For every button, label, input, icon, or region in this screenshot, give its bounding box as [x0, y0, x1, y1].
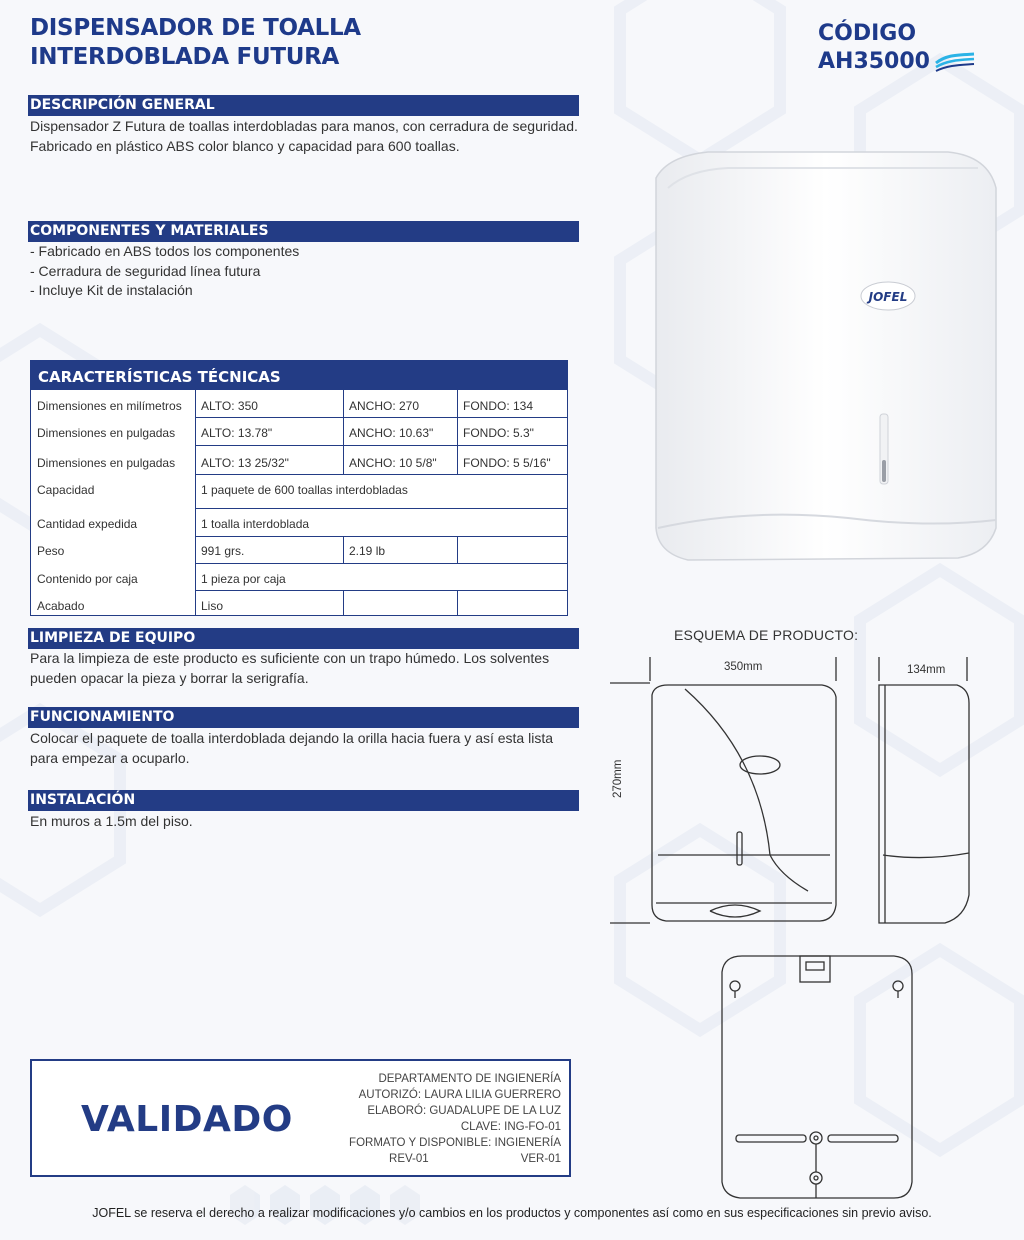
footer-disclaimer: JOFEL se reserva el derecho a realizar modificaciones y/o cambios en los productos y componentes así como en sus especificaciones sin previo aviso.	[92, 1206, 932, 1220]
revision-label: REV-01	[389, 1153, 429, 1165]
limpieza-line: Para la limpieza de este producto es suficiente con un trapo húmedo. Los solventes	[30, 650, 550, 666]
section-heading-instalacion: INSTALACIÓN	[28, 790, 579, 811]
table-divider	[195, 474, 567, 475]
height-dimension: 270mm	[612, 759, 624, 798]
table-cell: 1 toalla interdoblada	[201, 517, 310, 531]
table-cell: ANCHO: 270	[349, 399, 420, 413]
validation-box	[30, 1059, 571, 1177]
table-cell: ALTO: 13 25/32"	[201, 456, 289, 470]
table-divider	[457, 590, 458, 616]
funcionamiento-text	[30, 729, 590, 768]
version-label: VER-01	[520, 1153, 561, 1165]
table-cell: Liso	[201, 599, 224, 613]
table-divider	[195, 563, 567, 564]
descripcion-line: Fabricado en plástico ABS color blanco y capacidad para 600 toallas.	[30, 137, 460, 154]
validation-info	[349, 1071, 561, 1167]
list-item: - Incluye Kit de instalación	[30, 282, 193, 298]
page-title	[30, 14, 361, 72]
table-cell: FONDO: 5.3"	[463, 426, 534, 440]
title-line-2: INTERDOBLADA FUTURA	[30, 44, 340, 70]
validation-line: DEPARTAMENTO DE INGIENERÍA	[378, 1073, 561, 1085]
table-cell: 1 pieza por caja	[201, 572, 286, 586]
descripcion-line: Dispensador Z Futura de toallas interdobladas para manos, con cerradura de seguridad.	[30, 118, 578, 134]
table-divider	[343, 390, 344, 474]
back-view-schematic	[718, 952, 918, 1202]
revision-row	[349, 1151, 561, 1167]
table-row-label: Acabado	[37, 599, 85, 613]
list-item: - Cerradura de seguridad línea futura	[30, 262, 261, 279]
table-row-label: Capacidad	[37, 483, 95, 497]
table-divider	[195, 536, 567, 537]
instalacion-line: En muros a 1.5m del piso.	[30, 813, 193, 829]
wave-logo-icon	[934, 51, 976, 73]
table-divider	[457, 536, 458, 563]
table-row-label: Dimensiones en pulgadas	[37, 426, 176, 440]
table-divider	[457, 390, 458, 474]
table-cell: 2.19 lb	[349, 544, 386, 558]
table-cell: FONDO: 134	[463, 399, 534, 413]
validation-line: ELABORÓ: GUADALUPE DE LA LUZ	[367, 1105, 561, 1117]
table-divider	[195, 390, 196, 616]
instalacion-text	[30, 812, 590, 832]
table-divider	[195, 417, 567, 418]
table-cell: 991 grs.	[201, 544, 245, 558]
table-cell: ALTO: 350	[201, 399, 258, 413]
depth-dimension: 134mm	[907, 664, 946, 676]
table-row-label: Dimensiones en pulgadas	[37, 456, 176, 470]
table-divider	[195, 508, 567, 509]
table-row-label: Cantidad expedida	[37, 517, 138, 531]
table-divider	[343, 590, 344, 616]
table-row-label: Peso	[37, 544, 65, 558]
table-row-label: Dimensiones en milímetros	[37, 399, 182, 413]
table-cell: FONDO: 5 5/16"	[463, 456, 551, 470]
jofel-logo: JOFEL	[868, 290, 908, 304]
table-cell: ANCHO: 10 5/8"	[349, 456, 437, 470]
limpieza-text	[30, 649, 590, 688]
list-item: - Fabricado en ABS todos los componentes	[30, 243, 300, 259]
table-cell: ANCHO: 10.63"	[349, 426, 434, 440]
code-value: AH35000	[818, 49, 930, 74]
schematic-label: ESQUEMA DE PRODUCTO:	[674, 627, 859, 643]
validation-line: FORMATO Y DISPONIBLE: INGIENERÍA	[349, 1137, 561, 1149]
front-view-schematic	[610, 655, 865, 930]
table-row-label: Contenido por caja	[37, 572, 138, 586]
limpieza-line: pueden opacar la pieza y borrar la serigrafía.	[30, 669, 309, 686]
section-heading-descripcion: DESCRIPCIÓN GENERAL	[28, 95, 579, 116]
section-heading-limpieza: LIMPIEZA DE EQUIPO	[28, 628, 579, 649]
product-code	[818, 20, 976, 76]
descripcion-text	[30, 117, 590, 156]
section-heading-componentes: COMPONENTES Y MATERIALES	[28, 221, 579, 242]
specs-table	[30, 360, 568, 616]
table-cell: ALTO: 13.78"	[201, 426, 273, 440]
product-photo	[648, 148, 1003, 568]
table-divider	[343, 536, 344, 563]
validation-line: CLAVE: ING-FO-01	[460, 1121, 561, 1133]
funcionamiento-line: Colocar el paquete de toalla interdoblada dejando la orilla hacia fuera y así esta lista	[30, 730, 554, 746]
table-cell: 1 paquete de 600 toallas interdobladas	[201, 483, 408, 497]
componentes-list	[30, 242, 590, 301]
title-line-1: DISPENSADOR DE TOALLA	[30, 15, 361, 41]
validation-line: AUTORIZÓ: LAURA LILIA GUERRERO	[358, 1089, 561, 1101]
validated-stamp: VALIDADO	[81, 1099, 293, 1140]
specs-table-heading: CARACTERÍSTICAS TÉCNICAS	[31, 361, 567, 390]
width-dimension: 350mm	[724, 661, 763, 673]
table-divider	[195, 445, 567, 446]
table-divider	[195, 590, 567, 591]
code-label: CÓDIGO	[818, 21, 917, 46]
side-view-schematic	[875, 655, 975, 930]
section-heading-funcionamiento: FUNCIONAMIENTO	[28, 707, 579, 728]
funcionamiento-line: para empezar a ocuparlo.	[30, 749, 190, 766]
